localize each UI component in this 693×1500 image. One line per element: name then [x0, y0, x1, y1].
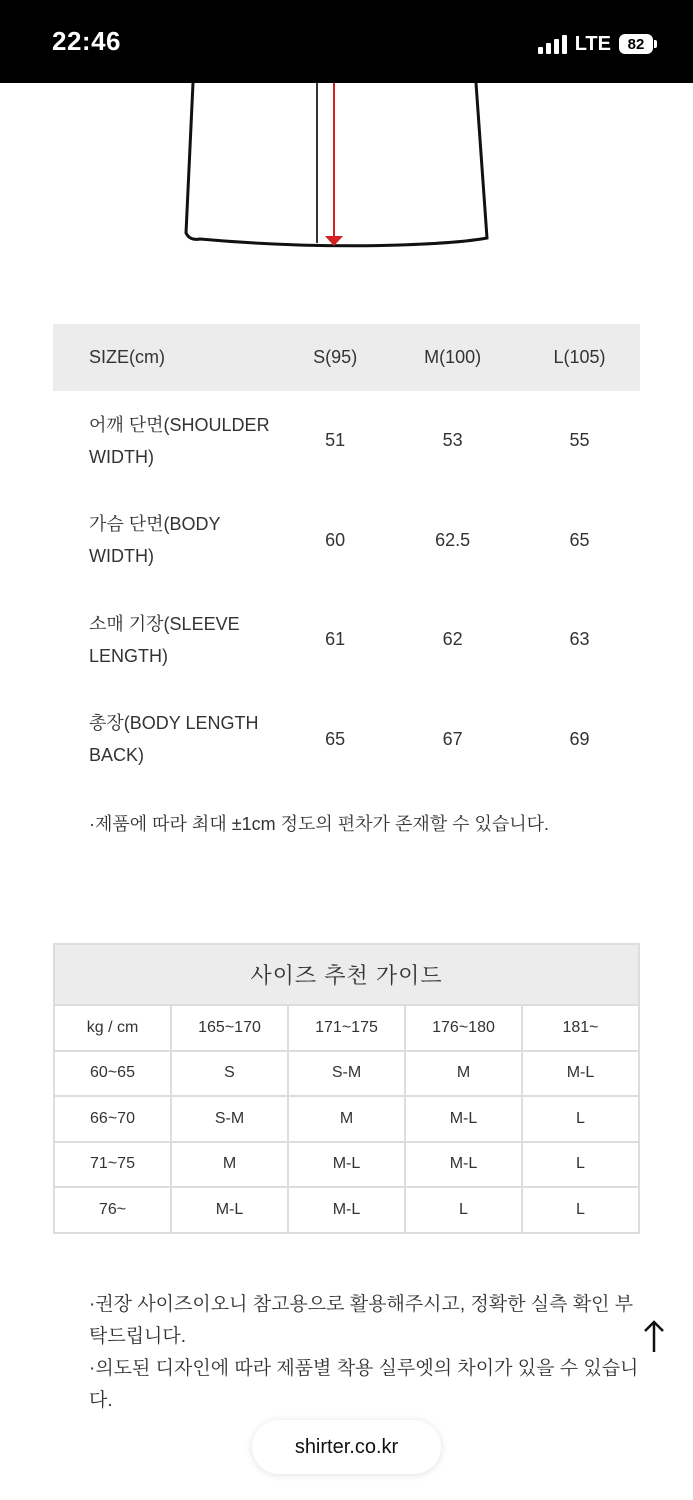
size-guide-notes — [89, 1289, 649, 1411]
table-cell: L — [522, 1142, 639, 1188]
table-cell: M-L — [405, 1096, 522, 1142]
table-cell: 65 — [569, 529, 590, 550]
table-cell: 66~70 — [54, 1096, 171, 1142]
size-table-header — [53, 324, 640, 391]
table-cell: 62 — [442, 629, 463, 650]
url-text: shirter.co.kr — [294, 1435, 399, 1458]
table-cell: 62.5 — [435, 529, 471, 550]
table-cell: 67 — [442, 728, 463, 749]
size-guide-title: 사이즈 추천 가이드 — [54, 944, 639, 1005]
table-cell: 61 — [325, 629, 346, 650]
measurement-label: 총장(BODY LENGTH BACK) — [89, 713, 259, 766]
battery-icon — [619, 34, 653, 54]
table-cell: M-L — [405, 1142, 522, 1188]
guide-header-cell: 171~175 — [288, 1005, 405, 1051]
measurement-label: 어깨 단면(SHOULDER WIDTH) — [89, 414, 270, 467]
size-deviation-note: ·제품에 따라 최대 ±1cm 정도의 편차가 존재할 수 있습니다. — [89, 814, 550, 834]
table-cell: 65 — [325, 728, 346, 749]
table-cell: 69 — [569, 728, 590, 749]
guide-header-cell: 181~ — [522, 1005, 639, 1051]
table-row — [54, 1187, 639, 1233]
table-row — [54, 1096, 639, 1142]
table-cell: S — [171, 1051, 288, 1097]
guide-note: ·권장 사이즈이오니 참고용으로 활용해주시고, 정확한 실측 확인 부탁드립니다. — [89, 1294, 634, 1347]
table-cell: M — [288, 1096, 405, 1142]
guide-header-cell: 165~170 — [171, 1005, 288, 1051]
size-header-cell: M(100) — [386, 324, 519, 391]
measurement-label: 가슴 단면(BODY WIDTH) — [89, 514, 221, 567]
table-row — [53, 491, 640, 591]
guide-header-cell: 176~180 — [405, 1005, 522, 1051]
table-row — [53, 690, 640, 790]
table-cell: M — [405, 1051, 522, 1097]
table-cell: L — [522, 1187, 639, 1233]
measurement-label: 소매 기장(SLEEVE LENGTH) — [89, 613, 240, 666]
table-row — [53, 391, 640, 491]
table-cell: 53 — [442, 430, 463, 451]
table-cell: M — [171, 1142, 288, 1188]
size-header-cell: S(95) — [284, 324, 386, 391]
table-cell: L — [405, 1187, 522, 1233]
guide-note: ·의도된 디자인에 따라 제품별 착용 실루엣의 차이가 있을 수 있습니다. — [89, 1358, 639, 1411]
table-cell: 63 — [569, 629, 590, 650]
status-time: 22:46 — [52, 26, 121, 56]
table-cell: 55 — [569, 430, 590, 451]
table-row — [54, 1142, 639, 1188]
scroll-to-top-icon[interactable] — [640, 1318, 668, 1354]
table-cell: M-L — [171, 1187, 288, 1233]
table-cell: 60 — [325, 529, 346, 550]
url-bar[interactable] — [252, 1420, 441, 1474]
table-row — [54, 1005, 639, 1051]
table-cell: L — [522, 1096, 639, 1142]
status-bar — [0, 0, 693, 83]
table-cell: S-M — [171, 1096, 288, 1142]
table-row — [53, 590, 640, 690]
battery-level: 82 — [627, 35, 645, 53]
cellular-signal-icon — [538, 34, 567, 54]
table-row — [54, 1051, 639, 1097]
network-type: LTE — [574, 32, 611, 55]
table-cell: M-L — [522, 1051, 639, 1097]
size-header-cell: SIZE(cm) — [53, 324, 284, 391]
table-cell: 71~75 — [54, 1142, 171, 1188]
table-cell: 60~65 — [54, 1051, 171, 1097]
table-cell: 51 — [325, 430, 346, 451]
status-icons — [538, 31, 653, 57]
size-header-cell: L(105) — [519, 324, 640, 391]
table-cell: 76~ — [54, 1187, 171, 1233]
table-cell: M-L — [288, 1142, 405, 1188]
size-guide-table — [53, 943, 640, 1234]
table-cell: M-L — [288, 1187, 405, 1233]
guide-header-cell: kg / cm — [54, 1005, 171, 1051]
garment-measurement-illustration — [0, 83, 693, 283]
table-cell: S-M — [288, 1051, 405, 1097]
size-table — [53, 324, 640, 789]
